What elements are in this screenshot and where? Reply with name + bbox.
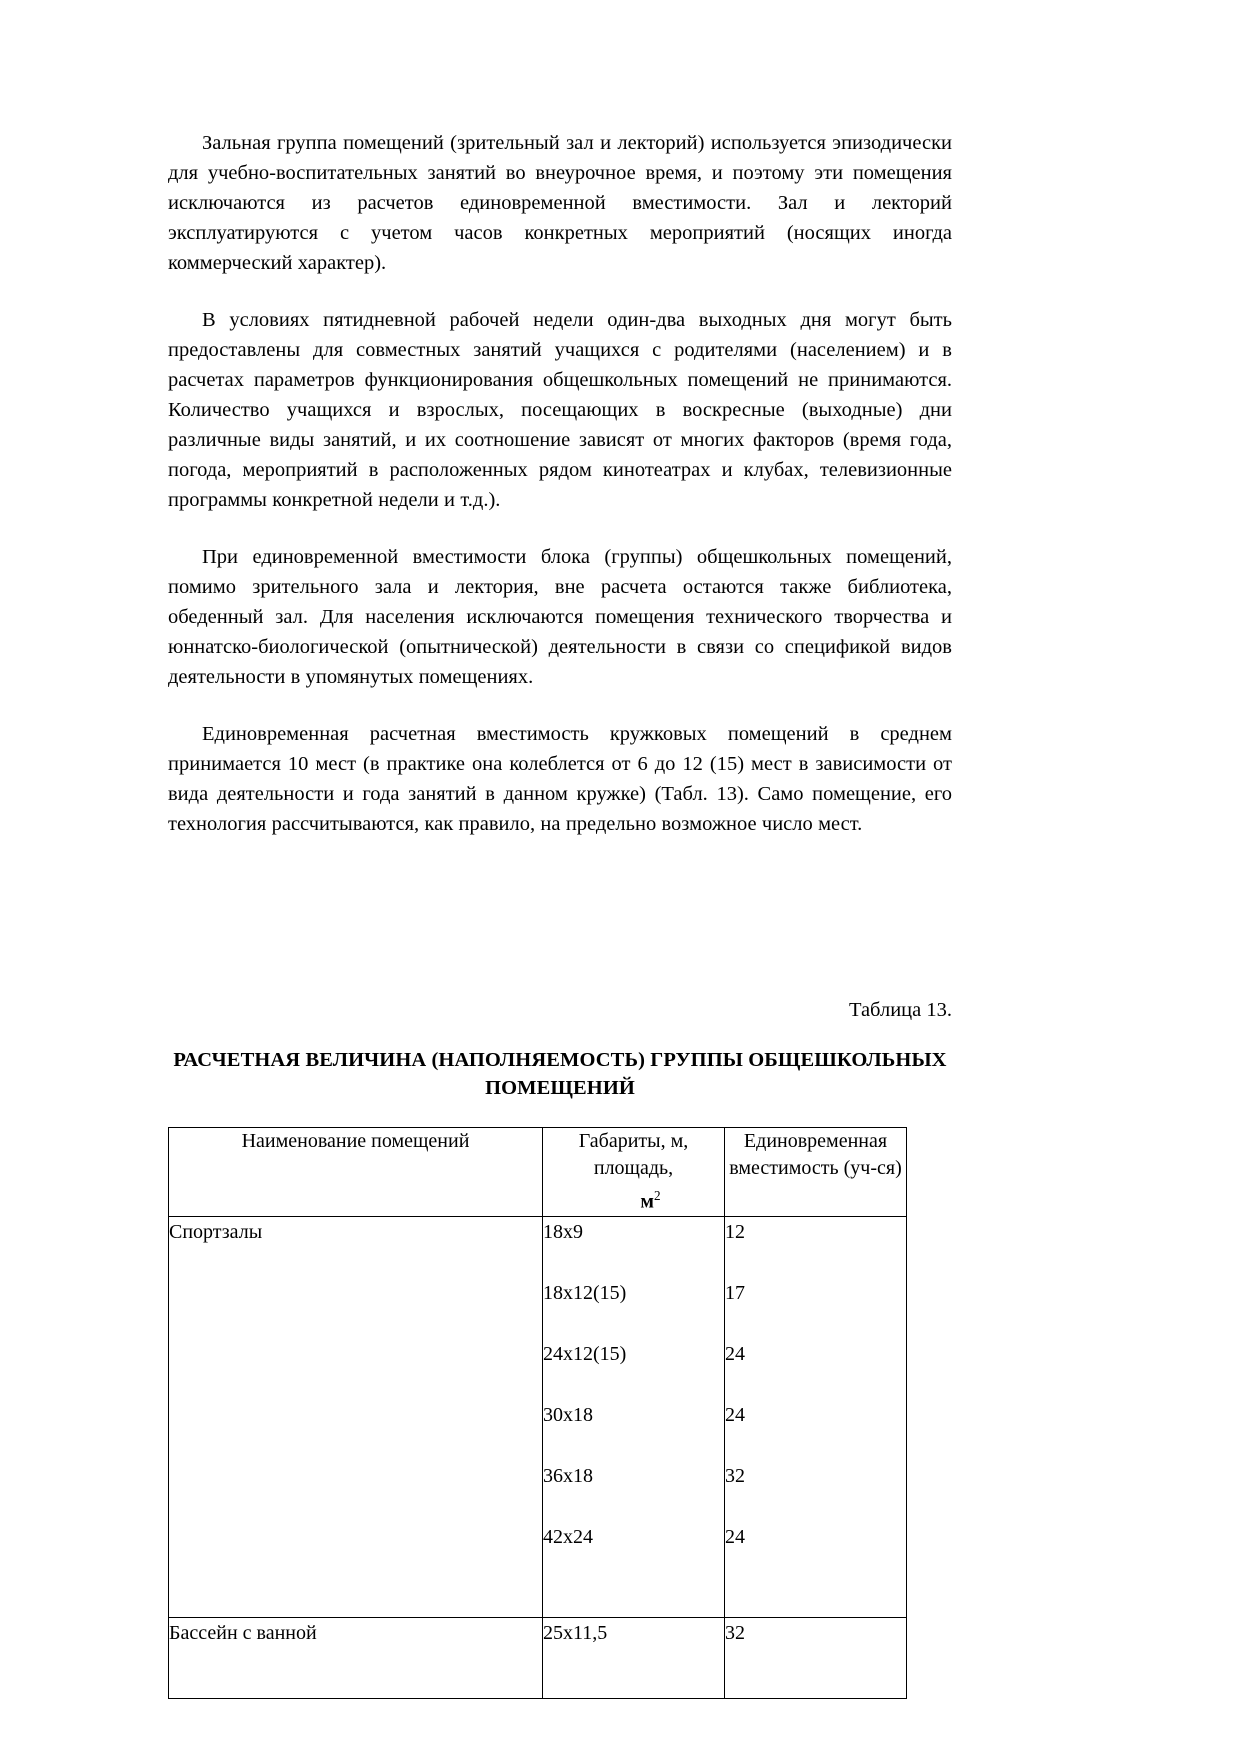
paragraph-3: При единовременной вместимости блока (группы) общешкольных помещений, помимо зрительного зала и лектория, вне расчета остаются также библиотека, обеденный зал. Для населения исключаются помещения технического творчества и юннатско-биологической (опытнической) деятельности в связи со спецификой видов деятельности в упомянутых помещениях. (168, 546, 952, 688)
header-dimensions-line2: площадь, (593, 1157, 674, 1179)
header-cell-name (169, 1128, 543, 1217)
dimension-value: 18x9 (543, 1221, 583, 1243)
table-container (168, 1127, 906, 1699)
table-title: РАСЧЕТНАЯ ВЕЛИЧИНА (НАПОЛНЯЕМОСТЬ) ГРУППЫ ОБЩЕШКОЛЬНЫХ ПОМЕЩЕНИЙ (173, 1049, 947, 1099)
capacity-value: 24 (725, 1343, 745, 1365)
row-name-sportzaly: Спортзалы (169, 1217, 543, 1618)
header-name-label: Наименование помещений (241, 1130, 470, 1152)
table-header-row (169, 1128, 907, 1217)
row-name-basseyn: Бассейн с ванной (169, 1618, 543, 1699)
header-dimensions-unit (543, 1182, 724, 1216)
header-capacity-line1: Единовременная (743, 1130, 888, 1152)
table-body (169, 1217, 907, 1699)
capacity-value: 24 (725, 1404, 745, 1426)
dimension-value: 18x12(15) (543, 1282, 627, 1304)
row-dimensions-sportzaly (543, 1217, 725, 1618)
dimension-value: 36x18 (543, 1465, 593, 1487)
table-row (169, 1217, 907, 1618)
page-content (168, 128, 952, 1699)
table-header (169, 1128, 907, 1217)
header-dimensions-line1: Габариты, м, (578, 1130, 689, 1152)
dimension-value: 30x18 (543, 1404, 593, 1426)
capacity-value: 12 (725, 1221, 745, 1243)
paragraph-1: Зальная группа помещений (зрительный зал и лекторий) используется эпизодически для учебно-воспитательных занятий во внеурочное время, и поэтому эти помещения исключаются из расчетов единовременной вместимости. Зал и лекторий эксплуатируются с учетом часов конкретных мероприятий (носящих иногда коммерческий характер). (168, 132, 952, 274)
capacity-value: 32 (725, 1465, 745, 1487)
row-capacity-sportzaly (725, 1217, 907, 1618)
table-number-label: Таблица 13. (848, 999, 952, 1021)
dimension-value: 42x24 (543, 1526, 593, 1548)
dimension-value: 24x12(15) (543, 1343, 627, 1365)
header-cell-capacity (725, 1128, 907, 1217)
unit-superscript-2: 2 (654, 1188, 661, 1203)
table-row (169, 1618, 907, 1699)
paragraph-4: Единовременная расчетная вместимость кружковых помещений в среднем принимается 10 мест (в практике она колеблется от 6 до 12 (15) мест в зависимости от вида деятельности и года занятий в данном кружке) (Табл. 13). Само помещение, его технология рассчитываются, как правило, на предельно возможное число мест. (168, 723, 952, 835)
row-dimensions-basseyn: 25x11,5 (543, 1618, 725, 1699)
capacity-value: 17 (725, 1282, 745, 1304)
header-capacity-line2: вместимость (уч-ся) (729, 1157, 902, 1179)
paragraph-2: В условиях пятидневной рабочей недели один-два выходных дня могут быть предоставлены для совместных занятий учащихся с родителями (населением) и в расчетах параметров функционирования общешкольных помещений не принимаются. Количество учащихся и взрослых, посещающих в воскресные (выходные) дни различные виды занятий, и их соотношение зависят от многих факторов (время года, погода, мероприятий в расположенных рядом кинотеатрах и клубах, телевизионные программы конкретной недели и т.д.). (168, 309, 952, 511)
capacity-table (168, 1127, 907, 1699)
header-cell-dimensions (543, 1128, 725, 1217)
capacity-value: 24 (725, 1526, 745, 1548)
row-capacity-basseyn: 32 (725, 1618, 907, 1699)
unit-meter-label: м (640, 1190, 655, 1213)
